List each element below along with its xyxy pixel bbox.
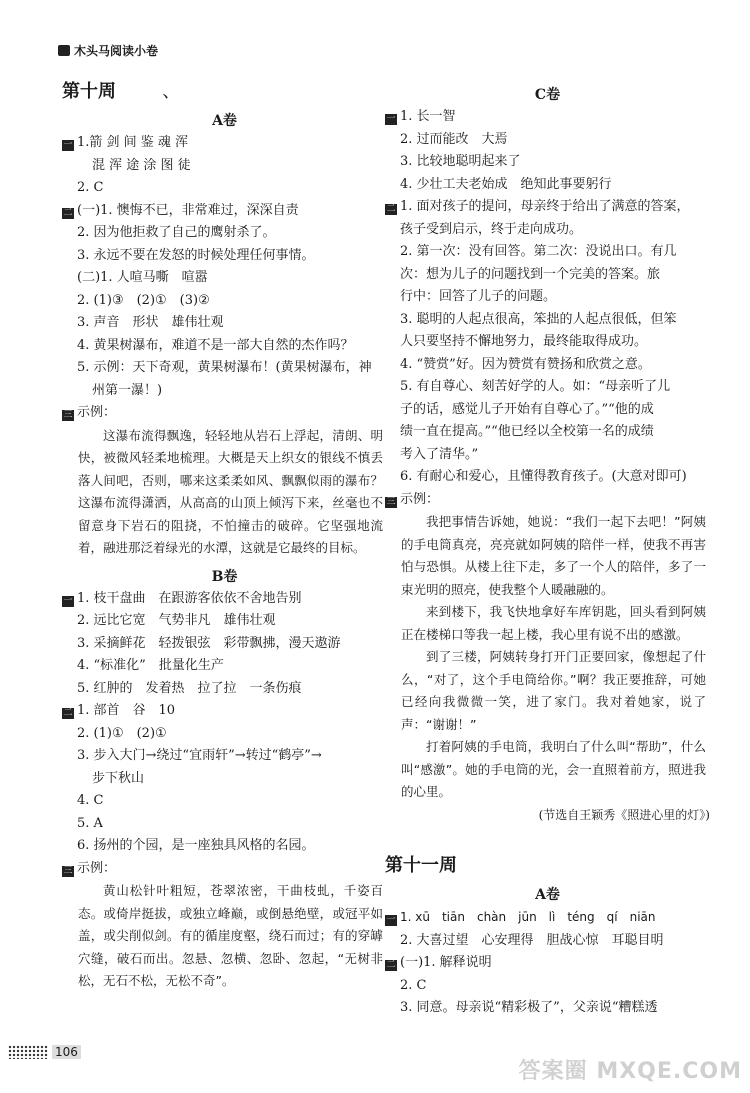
answer-line: 4. C <box>77 793 104 808</box>
book-header <box>58 42 158 59</box>
answer-line: 2. (1)① (2)① <box>77 725 167 741</box>
dots-decoration-icon <box>8 1045 48 1059</box>
answer-line: 3. 永远不要在发怒的时候处理任何事情。 <box>77 247 315 263</box>
answer-line: 2. (1)③ (2)① (3)② <box>77 292 210 308</box>
answer-line: 一 1. 枝干盘曲 在跟游客依依不舍地告别 <box>63 590 302 606</box>
answer-line: 4. “标准化” 批量化生产 <box>77 658 224 673</box>
answer-line: 2. 第一次：没有回答。第二次：没说出口。有几 <box>400 244 677 259</box>
answer-line: 三 示例： <box>386 491 440 507</box>
week-title: 第十周 、 <box>62 81 181 102</box>
answer-line: 3. 步入大门→绕过“宜雨轩”→转过“鹤亭”→ <box>77 748 322 763</box>
essay-source: (节选自王颖秀《照进心里的灯》) <box>538 807 710 822</box>
answer-line: 二 (一)1. 解释说明 <box>386 955 492 970</box>
answer-line: 4. 少壮工夫老始成 绝知此事要躬行 <box>400 176 612 192</box>
answer-line: 三 示例： <box>63 860 117 876</box>
section-c-title: C卷 <box>534 87 561 103</box>
book-title: 木头马阅读小卷 <box>74 44 159 58</box>
section-b-title: B卷 <box>211 568 238 585</box>
page-number: 106 <box>52 1045 81 1059</box>
answer-line: 一 1.箭 剑 间 鉴 魂 浑 <box>63 135 189 150</box>
left-column <box>62 78 387 993</box>
answer-line: 孩子受到启示，终于走向成功。 <box>400 221 583 237</box>
answer-line: 4. “赞赏”好。因为赞赏有赞扬和欣赏之意。 <box>400 356 651 372</box>
answer-line: 人只要坚持不懈地努力，最终能取得成功。 <box>400 334 648 349</box>
answer-line: 三 示例： <box>63 405 117 420</box>
watermark: 答案圈 MXQE.COM <box>518 1059 742 1084</box>
part-three-icon: 三 <box>63 410 73 420</box>
answer-line: 3. 同意。母亲说“精彩极了”，父亲说“糟糕透 <box>400 1000 658 1015</box>
part-two-icon: 二 <box>386 960 396 970</box>
section-a-title: A卷 <box>535 887 560 903</box>
part-two-icon: 二 <box>386 204 396 214</box>
answer-line: 2. 远比它宽 气势非凡 雄伟壮观 <box>77 613 276 628</box>
answer-line: 行中：回答了儿子的问题。 <box>400 289 557 304</box>
week-title: 第十一周 <box>385 855 457 876</box>
answer-line: 步下秋山 <box>92 770 145 786</box>
part-two-icon: 二 <box>63 207 73 218</box>
part-three-icon: 三 <box>63 865 73 876</box>
sample-essay: 我把事情告诉她，她说：“我们一起下去吧！”阿姨的手电筒真亮，亮亮就如阿姨的陪伴一样，使我不再害怕与恐惧。从楼上往下走，多了一个人的陪伴，多了一束光明的照亮，使我整个人暖融融的。 来到楼下，我飞快地拿好车库钥匙，回头看到阿姨正在楼梯口等我一起上楼，我心里有说不出的感激。 到了三楼，阿姨转身打开门正要回家，像想起了什么，“对了，这个手电筒给你。”啊？我正要推辞，可她已经向我微微一笑，进了家门。我对着她家，说了声：“谢谢！” 打着阿姨的手电筒，我明白了什么叫“帮助”，什么叫“感激”。她的手电筒的光，会一直照着前方，照进我的心里。 <box>401 514 706 799</box>
answer-line: 6. 有耐心和爱心，且懂得教育孩子。(大意对即可) <box>400 469 687 484</box>
answer-line: 2. 大喜过望 心安理得 胆战心惊 耳聪目明 <box>400 932 664 948</box>
answer-line: 州第一瀑！) <box>92 382 163 398</box>
answer-line: 5. 红肿的 发着热 拉了拉 一条伤痕 <box>77 680 302 696</box>
answer-line: 次：想为儿子的问题找到一个完美的答案。旅 <box>400 266 661 282</box>
answer-line: 绩一直在提高。”“他已经以全校第一名的成绩 <box>400 424 654 439</box>
answer-line: 5. A <box>77 815 103 831</box>
answer-line: 混 浑 途 涂 图 徒 <box>92 157 191 173</box>
answer-line: 4. 黄果树瀑布，难道不是一部大自然的杰作吗？ <box>77 337 354 353</box>
answer-line: 3. 聪明的人起点很高，笨拙的人起点很低，但笨 <box>400 311 677 327</box>
page-number-area <box>8 1045 81 1059</box>
answer-line: 2. 因为他拒救了自己的鹰射杀了。 <box>77 225 276 240</box>
answer-line: 5. 示例：天下奇观，黄果树瀑布！(黄果树瀑布，神 <box>77 360 372 375</box>
answer-line: 一 1. xū tiān chàn jūn lì téng qí niān <box>386 910 656 925</box>
answer-line: 3. 声音 形状 雄伟壮观 <box>77 315 224 330</box>
answer-line: (二)1. 人喧马嘶 喧嚣 <box>77 270 208 285</box>
section-a-title: A卷 <box>212 113 237 129</box>
answer-line: 5. 有自尊心、刻苦好学的人。如：“母亲听了儿 <box>400 379 671 394</box>
answer-line: 2. 过而能改 大焉 <box>400 131 508 147</box>
answer-line: 二 1. 面对孩子的提问，母亲终于给出了满意的答案， <box>386 199 690 214</box>
answer-line: 考入了清华。” <box>400 446 479 462</box>
sample-essay: 这瀑布流得飘逸，轻轻地从岩石上浮起，清朗、明快，被微风轻柔地梳理。大概是天上织女的银线不慎丢落人间吧，否则，哪来这柔柔如风、飘飘似雨的瀑布？这瀑布流得潇洒，从高高的山顶上倾泻下来，丝毫也不留意身下岩石的阻挠，不怕撞击的破碎。它坚强地流着，融进那泛着绿光的水潭，这就是它最终的目标。 <box>78 427 383 555</box>
answer-line: 3. 采摘鲜花 轻拨银弦 彩带飘拂，漫天遨游 <box>77 635 341 651</box>
answer-line: 2. C <box>77 180 104 195</box>
answer-line: 3. 比较地聪明起来了 <box>400 154 521 169</box>
part-one-icon: 一 <box>63 140 73 150</box>
answer-line: 一 1. 长一智 <box>386 109 456 124</box>
answer-line: 二 1. 部首 谷 10 <box>63 703 176 718</box>
answer-line: 2. C <box>400 977 427 993</box>
part-one-icon: 一 <box>386 114 396 124</box>
answer-line: 二 (一)1. 懊悔不已，非常难过，深深自责 <box>63 202 299 218</box>
part-one-icon: 一 <box>63 595 73 606</box>
book-logo-icon <box>58 45 70 56</box>
answer-line: 6. 扬州的个园，是一座独具风格的名园。 <box>77 838 315 853</box>
right-column <box>385 78 710 1020</box>
answer-line: 子的话，感觉儿子开始有自尊心了。”“他的成 <box>400 401 654 417</box>
part-two-icon: 二 <box>63 708 73 718</box>
sample-essay: 黄山松针叶粗短，苍翠浓密，干曲枝虬，千姿百态。或倚岸挺拔，或独立峰巅，或倒悬绝壁，或冠平如盖，或尖削似剑。有的循崖度壑，绕石而过；有的穿罅穴缝，破石而出。忽悬、忽横、忽卧、忽起，“无树非松，无石不松，无松不奇”。 <box>78 883 383 988</box>
part-one-icon: 一 <box>386 915 396 925</box>
part-three-icon: 三 <box>386 496 396 507</box>
